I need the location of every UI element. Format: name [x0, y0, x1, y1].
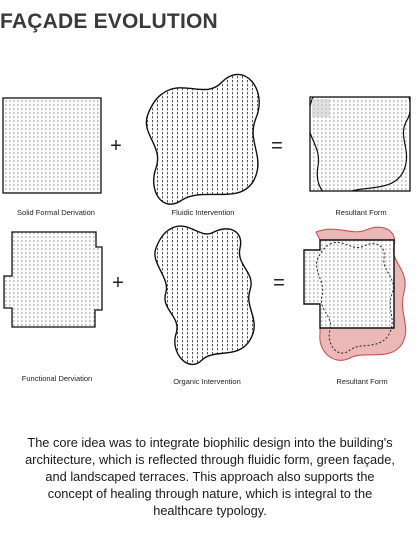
plus-operator-2: + [112, 272, 124, 294]
equals-operator-2: = [273, 272, 285, 294]
page-title: FAÇADE EVOLUTION [0, 10, 218, 33]
label-resultant-form-2: Resultant Form [336, 377, 388, 386]
label-organic-intervention: Organic Intervention [173, 377, 241, 386]
label-fluidic-intervention: Fluidic Intervention [171, 208, 235, 217]
label-functional-derivation: Functional Derviation [21, 374, 93, 383]
organic-intervention-shape [155, 226, 254, 364]
description-paragraph: The core idea was to integrate biophilic design into the building's architecture, which is reflected through fluidic form, green façade, and landscaped terraces. This approach also supports the concept of healing through nature, which is integral to the healthcare typology. [25, 435, 395, 518]
resultant-form-shape-2 [304, 227, 406, 360]
functional-derivation-shape [4, 232, 102, 327]
solid-formal-derivation-shape [3, 98, 101, 193]
resultant-form-shape-1 [307, 80, 410, 197]
label-solid-formal-derivation: Solid Formal Derivation [17, 208, 95, 217]
plus-operator-1: + [110, 135, 122, 157]
equals-operator-1: = [271, 135, 283, 157]
label-resultant-form-1: Resultant Form [335, 208, 387, 217]
fluidic-intervention-shape [146, 74, 259, 204]
